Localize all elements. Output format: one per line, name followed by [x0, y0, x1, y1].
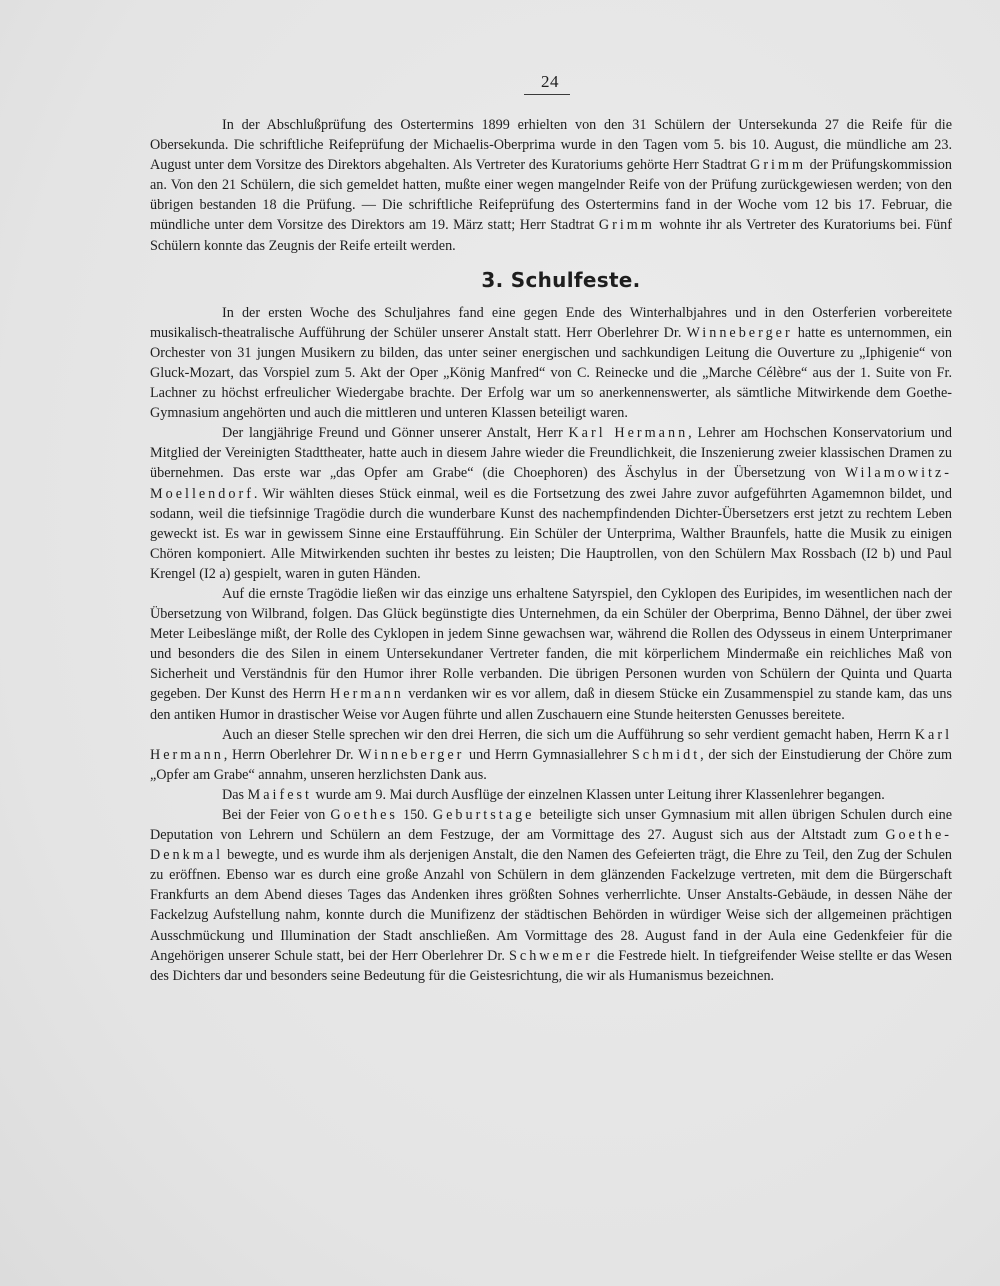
page-number: 24	[541, 72, 559, 91]
spaced-name: Grimm	[598, 217, 655, 234]
spaced-name: Maifest	[247, 786, 312, 803]
paragraph-maifest: Das Maifest wurde am 9. Mai durch Ausflüge der einzelnen Klassen unter Leitung ihrer Klassenlehrer begangen.	[222, 786, 885, 803]
spaced-name: Geburtstage	[432, 807, 535, 823]
page-number-rule	[524, 94, 570, 95]
spaced-name: Karl Hermann	[568, 425, 689, 442]
spaced-name: Wilamowitz-Moellendorf	[150, 465, 953, 502]
section-heading: 3. Schulfeste.	[481, 267, 641, 292]
paragraph-goethe-celebration: Bei der Feier von Goethes 150. Geburtstage beteiligte sich unser Gymnasium mit allen übrigen Schulen durch eine Deputation von Lehrern und Schülern an dem Festzuge, der am Vormittage des 27. August sich aus der Altstadt zum Goethe-Denkmal bewegte, und es wurde ihm als derjenigen Anstalt, die den Namen des Gefeierten trägt, die Ehre zu Teil, den Zug der Schulen zu eröffnen. Ebenso war es durch eine große Anzahl von Schülern in dem glänzenden Fackelzuge vertreten, mit dem die Bürgerschaft Frankfurts an dem Abend dieses Tages das Andenken ihres größten Sohnes verherrlichte. Unser Anstalts-Gebäude, in dessen Nähe der Fackelzug Aufstellung nahm, konnte durch die Munifizenz der städtischen Behörden in würdiger Weise sich der allgemeinen prächtigen Ausschmückung und Illumination der Stadt anschließen. Am Vormittage des 28. August fand in der Aula eine Gedenkfeier für die Angehörigen unserer Schule statt, bei der Herr Oberlehrer Dr. Schwemer die Festrede hielt. In tiefgreifender Weise stellte er das Wesen des Dichters dar und besonders seine Bedeutung für die Geistesrichtung, die wir als Humanismus bezeichnen.	[150, 807, 953, 984]
spaced-name: Schmidt	[631, 746, 701, 763]
spaced-name: Karl Hermann	[150, 726, 953, 763]
spaced-name: Goethes	[330, 807, 398, 823]
spaced-name: Schwemer	[509, 947, 593, 964]
page-body	[150, 115, 952, 986]
paragraph-thanks: Auch an dieser Stelle sprechen wir den drei Herren, die sich um die Aufführung so sehr verdient gemacht haben, Herrn Karl Hermann, Herrn Oberlehrer Dr. Winneberger und Herrn Gymnasiallehrer Schmidt, der sich der Einstudierung der Chöre zum „Opfer am Grabe“ annahm, unseren herzlichsten Dank aus.	[150, 726, 953, 783]
paragraph-music-performance: In der ersten Woche des Schuljahres fand eine gegen Ende des Winterhalbjahres und in den Osterferien vorbereitete musikalisch-theatralische Aufführung der Schüler unserer Anstalt statt. Herr Oberlehrer Dr. Winneberger hatte es unternommen, ein Orchester von 31 jungen Musikern zu bilden, das unter seiner energischen und sachkundigen Leitung die Ouverture zu „Iphigenie“ von Gluck-Mozart, das Vorspiel zum 5. Akt der Oper „König Manfred“ von C. Reinecke und die „Marche Célèbre“ aus der 1. Suite von Fr. Lachner zu höchst erfreulicher Wiedergabe brachte. Der Erfolg war um so anerkennenswerter, als sämtliche Mitwirkende dem Goethe-Gymnasium angehörten und auch die mittleren und unteren Klassen beteiligt waren.	[150, 304, 953, 422]
spaced-name: Winneberger	[686, 324, 793, 341]
spaced-name: Goethe-Denkmal	[150, 827, 953, 864]
paragraph-satyr-play: Auf die ernste Tragödie ließen wir das einzige uns erhaltene Satyrspiel, den Cyklopen des Euripides, im wesentlichen nach der Übersetzung von Wilbrand, folgen. Das Glück begünstigte dies Unternehmen, da ein Schüler der Oberprima, Benno Dähnel, der über zwei Meter Leibeslänge mißt, der Rolle des Cyklopen in jedem Sinne gewachsen war, während die Rollen des Odysseus in einem Unterprimaner und besonders die des Silen in einem Untersekundaner Vertreter fanden, die mit körperlichem Mindermaße ein reichliches Maß von Sicherheit und Verständnis für den Humor ihrer Rolle verbanden. Die übrigen Personen wurden von Schülern der Quinta und Quarta gegeben. Der Kunst des Herrn Hermann verdanken wir es vor allem, daß in diesem Stücke ein Zusammenspiel zu stande kam, das uns den antiken Humor in drastischer Weise vor Augen führte und allen Zuschauern eine Stunde heitersten Genusses bereitete.	[150, 585, 953, 723]
spaced-name: Grimm	[750, 157, 807, 174]
paragraph-exams: In der Abschlußprüfung des Ostertermins 1899 erhielten von den 31 Schülern der Untersekunda 27 die Reife für die Obersekunda. Die schriftliche Reifeprüfung der Michaelis-Oberprima wurde in den Tagen vom 5. bis 10. August, die mündliche am 23. August unter dem Vorsitze des Direktors abgehalten. Als Vertreter des Kuratoriums gehörte Herr Stadtrat Grimm der Prüfungskommission an. Von den 21 Schülern, die sich gemeldet hatten, mußte einer wegen mangelnder Reife von der Prüfung zurückgewiesen werden; von den übrigen bestanden 18 die Prüfung. — Die schriftliche Reifeprüfung des Ostertermins fand in der Woche vom 12 bis 17. Februar, die mündliche unter dem Vorsitze des Direktors am 19. März statt; Herr Stadtrat Grimm wohnte ihr als Vertreter des Kuratoriums bei. Fünf Schülern konnte das Zeugnis der Reife erteilt werden.	[150, 117, 952, 254]
spaced-name: Winneberger	[358, 746, 465, 763]
paragraph-drama-choephoren: Der langjährige Freund und Gönner unserer Anstalt, Herr Karl Hermann, Lehrer am Hochschen Konservatorium und Mitglied der Vereinigten Stadttheater, hatte auch in diesem Jahre wieder die Freundlichkeit, die Inszenierung zweier klassischen Dramen zu übernehmen. Das erste war „das Opfer am Grabe“ (die Choephoren) des Äschylus in der Übersetzung von Wilamowitz-Moellendorf. Wir wählten dieses Stück einmal, weil es die Fortsetzung des zwei Jahre zuvor aufgeführten Agamemnon bildet, und sodann, weil die tiefsinnige Tragödie durch die wunderbare Kunst des nachempfindenden Dichter-Übersetzers erst jetzt zu rechtem Leben geweckt ist. Es war in gewissem Sinne eine Erstaufführung. Ein Schüler der Unterprima, Walther Braunfels, hatte die Musik zu einigen Chören komponiert. Alle Mitwirkenden suchten ihr bestes zu leisten; Die Hauptrollen, von den Schülern Max Rossbach (I2 b) und Paul Krengel (I2 a) gespielt, waren in guten Händen.	[150, 425, 953, 582]
spaced-name: Hermann	[330, 686, 404, 703]
